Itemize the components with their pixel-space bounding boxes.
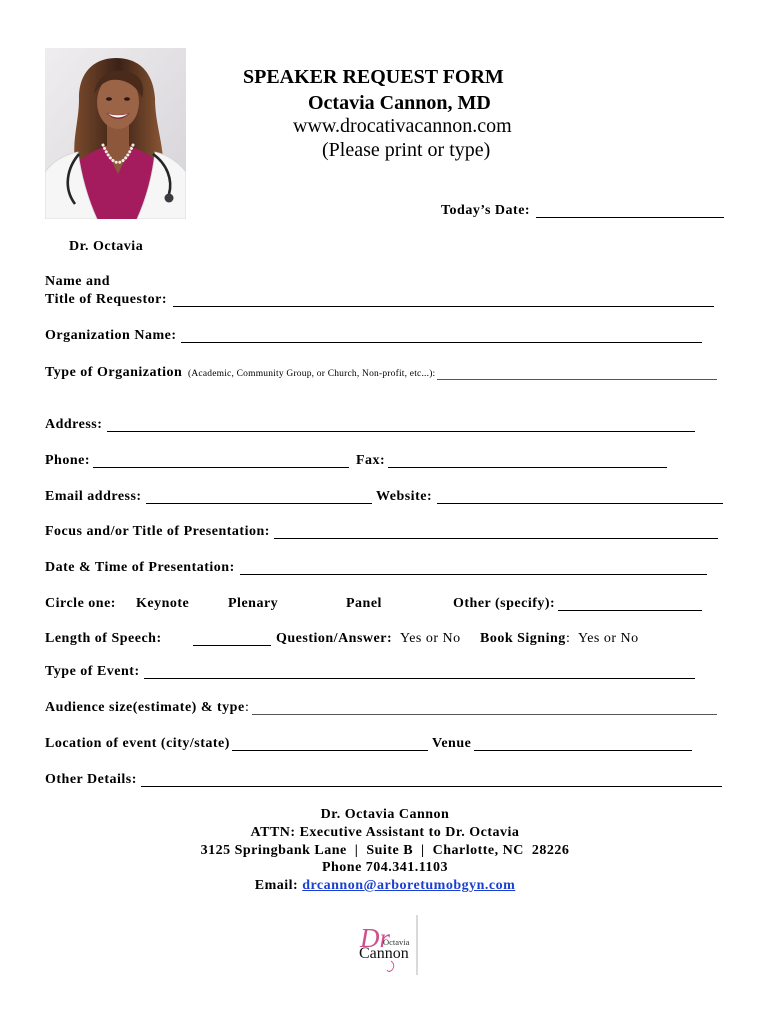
website-url: www.drocativacannon.com: [293, 115, 512, 137]
audience-colon: :: [245, 700, 250, 715]
event-type-field[interactable]: [144, 664, 695, 679]
website-label: Website:: [376, 489, 433, 504]
audience-label: Audience size(estimate) & type: [45, 700, 245, 715]
todays-date-label: Today’s Date:: [441, 203, 531, 218]
speech-length-field[interactable]: [193, 631, 271, 646]
speech-length-label: Length of Speech:: [45, 631, 162, 646]
address-label: Address:: [45, 417, 103, 432]
organization-name-label: Organization Name:: [45, 328, 177, 343]
footer-email-label: Email:: [254, 878, 299, 893]
form-title: SPEAKER REQUEST FORM: [243, 66, 504, 88]
question-answer-choices[interactable]: Yes or No: [400, 631, 461, 646]
logo-dr: Dr: [360, 923, 391, 953]
organization-name-field[interactable]: [181, 328, 702, 343]
book-signing-label: Book Signing: [480, 631, 566, 646]
logo-flourish: [387, 961, 394, 972]
footer-name: Dr. Octavia Cannon: [320, 807, 450, 822]
organization-type-hint: (Academic, Community Group, or Church, Non-profit, etc...):: [188, 369, 436, 379]
presentation-datetime-field[interactable]: [240, 560, 707, 575]
footer-address: 3125 Springbank Lane | Suite B | Charlotte, NC 28226: [200, 843, 570, 858]
footer-attn: ATTN: Executive Assistant to Dr. Octavia: [250, 825, 520, 840]
photo-caption: Dr. Octavia: [69, 239, 144, 254]
audience-field[interactable]: [252, 700, 717, 715]
option-other-field[interactable]: [558, 596, 702, 611]
venue-label: Venue: [432, 736, 472, 751]
organization-type-field[interactable]: [437, 365, 717, 380]
other-details-label: Other Details:: [45, 772, 137, 787]
logo-first-name: Octavia: [383, 937, 410, 947]
fax-label: Fax:: [356, 453, 386, 468]
presentation-title-field[interactable]: [274, 524, 718, 539]
organization-type-label: Type of Organization: [45, 365, 183, 380]
email-label: Email address:: [45, 489, 142, 504]
footer-phone: Phone 704.341.1103: [321, 860, 449, 875]
email-field[interactable]: [146, 489, 372, 504]
location-label: Location of event (city/state): [45, 736, 230, 751]
other-details-field[interactable]: [141, 772, 722, 787]
phone-field[interactable]: [93, 453, 349, 468]
website-field[interactable]: [437, 489, 723, 504]
fax-field[interactable]: [388, 453, 667, 468]
stethoscope-chestpiece: [165, 194, 174, 203]
todays-date-field[interactable]: [536, 203, 724, 218]
requestor-label-line2: Title of Requestor:: [45, 292, 167, 307]
presentation-datetime-label: Date & Time of Presentation:: [45, 560, 235, 575]
location-field[interactable]: [232, 736, 428, 751]
presentation-title-label: Focus and/or Title of Presentation:: [45, 524, 270, 539]
left-eye: [106, 97, 112, 101]
option-other-label: Other (specify):: [453, 596, 556, 611]
book-signing-colon: :: [566, 631, 571, 646]
email-link[interactable]: drcannon@arboretumobgyn.com: [302, 878, 516, 893]
question-answer-label: Question/Answer:: [276, 631, 393, 646]
speaker-name: Octavia Cannon, MD: [308, 92, 491, 114]
speaker-photo: [45, 48, 186, 219]
event-type-label: Type of Event:: [45, 664, 140, 679]
logo: [355, 912, 425, 978]
address-field[interactable]: [107, 417, 695, 432]
logo-last-name: Cannon: [359, 945, 409, 962]
option-plenary[interactable]: Plenary: [228, 596, 279, 611]
right-eye: [124, 97, 130, 101]
print-instruction: (Please print or type): [322, 139, 491, 161]
option-panel[interactable]: Panel: [346, 596, 382, 611]
venue-field[interactable]: [474, 736, 692, 751]
footer-email-line: [0, 878, 770, 894]
option-keynote[interactable]: Keynote: [136, 596, 190, 611]
requestor-field[interactable]: [173, 292, 714, 307]
phone-label: Phone:: [45, 453, 90, 468]
book-signing-choices[interactable]: Yes or No: [578, 631, 639, 646]
requestor-label-line1: Name and: [45, 274, 111, 289]
circle-one-label: Circle one:: [45, 596, 116, 611]
